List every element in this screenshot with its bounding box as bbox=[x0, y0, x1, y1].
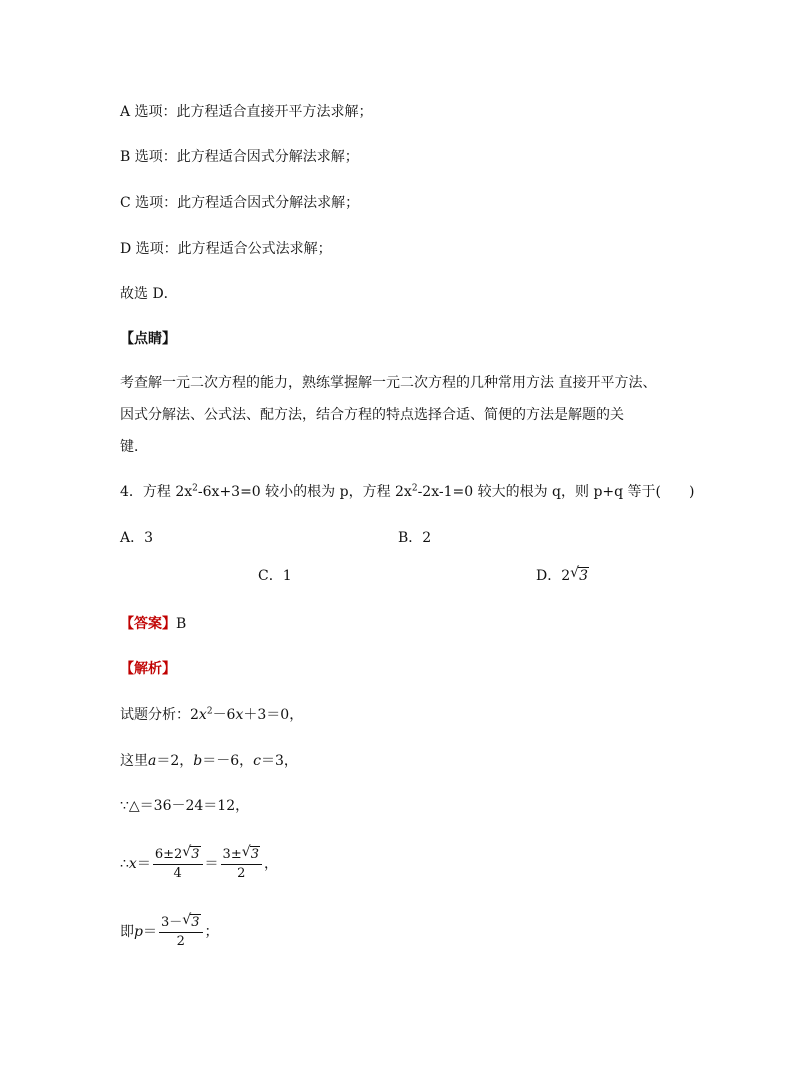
c-value: ＝3， bbox=[261, 753, 298, 769]
analysis-line-5-pre: 即 bbox=[120, 924, 134, 940]
sqrt-symbol: √ 3 bbox=[570, 565, 589, 584]
analysis-line-1 bbox=[120, 705, 303, 725]
var-p: p bbox=[134, 924, 143, 940]
semicolon: ； bbox=[204, 924, 219, 940]
question-4-mid2: -2x-1=0 较大的根为 q，则 p+q 等于( ) bbox=[417, 484, 695, 500]
therefore-symbol: ∴ bbox=[120, 856, 129, 872]
fraction-2-denominator: 2 bbox=[237, 865, 246, 881]
fraction-3 bbox=[159, 911, 203, 951]
fraction-3-radicand: 3 bbox=[191, 914, 200, 930]
conclusion-line: 故选 D． bbox=[120, 286, 178, 302]
analysis-line-2 bbox=[120, 751, 298, 771]
analysis-line-2-pre: 这里 bbox=[120, 753, 148, 769]
exponent: 2 bbox=[206, 706, 213, 717]
option-c: C．1 bbox=[258, 568, 292, 584]
analysis-header: 【解析】 bbox=[120, 661, 176, 677]
question-4-exp1: 2 bbox=[192, 483, 198, 494]
fraction-2-radicand: 3 bbox=[250, 846, 259, 862]
equals-sign: ＝ bbox=[136, 856, 151, 872]
answer-line bbox=[120, 614, 186, 634]
option-d-prefix: D．2 bbox=[536, 568, 571, 584]
var-x: x bbox=[198, 707, 207, 723]
sqrt-symbol: √ 3 bbox=[182, 911, 200, 930]
dianjing-header: 【点睛】 bbox=[120, 331, 176, 347]
var-x: x bbox=[128, 856, 137, 872]
d-option-line: D 选项：此方程适合公式法求解； bbox=[120, 241, 332, 257]
equals-sign: ＝ bbox=[142, 924, 157, 940]
analysis-line-1-prefix: 试题分析：2 bbox=[120, 707, 199, 723]
fraction-2-numerator: 3± bbox=[222, 846, 242, 862]
question-4 bbox=[120, 482, 694, 502]
analysis-line-1-mid: －6 bbox=[212, 707, 236, 723]
option-a: A．3 bbox=[120, 530, 154, 546]
analysis-line-3: ∵△＝36－24＝12， bbox=[120, 798, 250, 814]
sqrt-symbol: √ 3 bbox=[241, 843, 259, 862]
b-value: ＝－6， bbox=[202, 753, 254, 769]
equals-sign: ＝ bbox=[204, 856, 219, 872]
fraction-3-numerator: 3－ bbox=[160, 914, 183, 930]
sqrt-symbol: √ 3 bbox=[182, 843, 200, 862]
fraction-1-radicand: 3 bbox=[191, 846, 200, 862]
fraction-1 bbox=[153, 843, 203, 883]
dianjing-line-2: 因式分解法、公式法、配方法，结合方程的特点选择合适、简便的方法是解题的关 bbox=[120, 407, 624, 423]
option-b: B．2 bbox=[398, 530, 432, 546]
question-4-prefix: 4．方程 2x bbox=[120, 484, 193, 500]
fraction-3-denominator: 2 bbox=[176, 933, 185, 949]
comma: ， bbox=[264, 856, 278, 872]
fraction-1-numerator: 6±2 bbox=[154, 846, 183, 862]
answer-value: B bbox=[176, 616, 187, 632]
var-a: a bbox=[148, 753, 157, 769]
dianjing-line-3: 键． bbox=[120, 439, 148, 455]
b-option-line: B 选项：此方程适合因式分解法求解； bbox=[120, 149, 359, 165]
a-value: ＝2， bbox=[156, 753, 194, 769]
fraction-1-denominator: 4 bbox=[173, 865, 182, 881]
var-x: x bbox=[235, 707, 244, 723]
question-4-exp2: 2 bbox=[411, 483, 418, 494]
fraction-2 bbox=[221, 843, 262, 883]
dianjing-line-1: 考查解一元二次方程的能力，熟练掌握解一元二次方程的几种常用方法 直接开平方法、 bbox=[120, 375, 657, 391]
option-d bbox=[536, 566, 589, 586]
analysis-line-1-end: ＋3＝0， bbox=[243, 707, 304, 723]
question-4-mid1: -6x+3=0 较小的根为 p，方程 2x bbox=[197, 484, 412, 500]
answer-label: 【答案】 bbox=[120, 616, 176, 632]
var-c: c bbox=[253, 753, 262, 769]
analysis-line-4 bbox=[120, 842, 278, 886]
var-b: b bbox=[193, 753, 203, 769]
a-option-line: A 选项：此方程适合直接开平方法求解； bbox=[120, 104, 373, 120]
option-d-radicand: 3 bbox=[579, 568, 589, 584]
c-option-line: C 选项：此方程适合因式分解法求解； bbox=[120, 195, 360, 211]
analysis-line-5 bbox=[120, 910, 219, 954]
